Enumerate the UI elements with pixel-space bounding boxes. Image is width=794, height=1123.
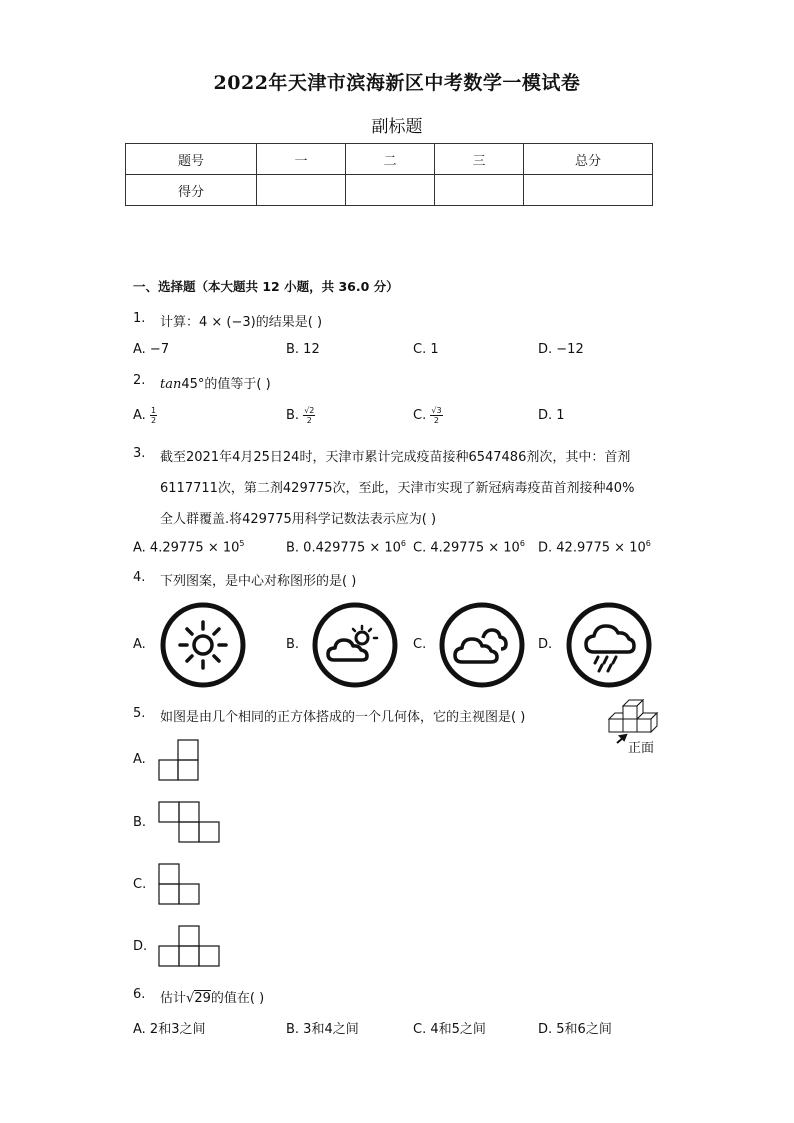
option-letter-b[interactable]: B. [133,815,147,830]
question-text-line: 全人群覆盖.将429775用科学记数法表示应为( ) [160,512,437,527]
score-header-cell: 一 [257,144,346,175]
score-header-cell: 总分 [524,144,653,175]
page-title: 2022年天津市滨海新区中考数学一模试卷 [213,72,581,94]
option-d[interactable]: D. 1 [538,408,565,423]
option-letter-d[interactable]: D. [133,939,148,954]
exponent: 6 [519,539,525,548]
view-option-b[interactable] [158,801,222,843]
option-b[interactable]: B. 3和4之间 [286,1022,359,1037]
score-table-row [126,175,653,206]
question-text: 如图是由几个相同的正方体搭成的一个几何体，它的主视图是( ) [160,710,526,725]
score-cell[interactable] [257,175,346,206]
option-text: D. 42.9775 × 10 [538,540,646,556]
option-letter-c[interactable]: C. [133,877,147,892]
option-letter: B. [286,408,300,423]
option-letter-d[interactable]: D. [538,637,553,652]
option-a[interactable]: A. −7 [133,342,170,357]
question-text-pre: 估计 [160,991,187,1006]
question-number: 4. [133,570,146,585]
exponent: 5 [239,539,245,548]
option-letter: C. [413,408,427,423]
score-row-label: 得分 [126,175,257,206]
exponent: 6 [400,539,407,548]
option-text: C. 4.29775 × 10 [413,540,520,556]
score-cell[interactable] [435,175,524,206]
frac-den: 2 [433,416,439,425]
sun-cloud-icon[interactable] [312,602,398,688]
question-text-line: 6117711次，第二剂429775次，至此，天津市实现了新冠病毒疫苗首剂接种40% [160,481,635,496]
question-text [160,987,264,1006]
view-option-a[interactable] [158,739,202,781]
question-text [160,373,271,392]
option-d[interactable]: D. −12 [538,342,584,357]
score-cell[interactable] [346,175,435,206]
sun-icon[interactable] [160,602,246,688]
option-letter-c[interactable]: C. [413,637,427,652]
question-number: 3. [133,446,146,461]
question-number: 5. [133,706,146,721]
view-option-c[interactable] [158,863,202,905]
view-option-d[interactable] [158,925,222,967]
sqrt-symbol: √ [186,991,195,1006]
fraction [430,406,442,425]
option-c[interactable] [413,539,525,555]
frac-num: √2 [304,406,315,415]
frac-den: 2 [150,416,157,425]
option-b[interactable] [286,406,315,425]
score-header-cell: 二 [346,144,435,175]
question-text-line: 截至2021年4月25日24时，天津市累计完成疫苗接种6547486剂次，其中：首剂 [160,450,631,465]
question-text: 计算：4 × (−3)的结果是( ) [160,315,323,330]
fraction [303,406,315,425]
option-letter: A. [133,408,146,423]
score-cell[interactable] [524,175,653,206]
option-letter-a[interactable]: A. [133,637,146,652]
cloud-icon[interactable] [439,602,525,688]
front-label: 正面 [628,741,655,756]
option-a[interactable]: A. 2和3之间 [133,1022,206,1037]
option-letter-a[interactable]: A. [133,752,146,767]
option-c[interactable]: C. 4和5之间 [413,1022,486,1037]
frac-num: √3 [431,406,442,415]
option-d[interactable] [538,539,651,555]
score-header-cell: 三 [435,144,524,175]
option-a[interactable] [133,539,244,555]
question-number: 1. [133,311,146,326]
exponent: 6 [645,539,651,548]
question-text: 下列图案，是中心对称图形的是( ) [160,574,357,589]
option-a[interactable] [133,406,157,425]
question-number: 2. [133,373,146,388]
question-number: 6. [133,987,146,1002]
option-b[interactable] [286,539,406,555]
score-table [125,143,653,206]
fraction [150,406,157,425]
tan-text: tan [160,377,182,392]
option-b[interactable]: B. 12 [286,342,320,357]
radicand: 29 [194,991,211,1006]
option-c[interactable] [413,406,443,425]
option-c[interactable]: C. 1 [413,342,439,357]
option-text: B. 0.429775 × 10 [286,540,401,556]
question-text-rest: 45°的值等于( ) [181,377,271,392]
option-text: A. 4.29775 × 10 [133,540,240,556]
score-table-header-row [126,144,653,175]
frac-num: 1 [150,406,157,415]
score-header-cell: 题号 [126,144,257,175]
section-heading: 一、选择题（本大题共 12 小题，共 36.0 分） [133,279,399,294]
page-subtitle: 副标题 [371,117,423,137]
frac-den: 2 [306,416,312,425]
rain-cloud-icon[interactable] [566,602,652,688]
option-d[interactable]: D. 5和6之间 [538,1022,612,1037]
option-letter-b[interactable]: B. [286,637,300,652]
question-text-post: 的值在( ) [210,991,265,1006]
